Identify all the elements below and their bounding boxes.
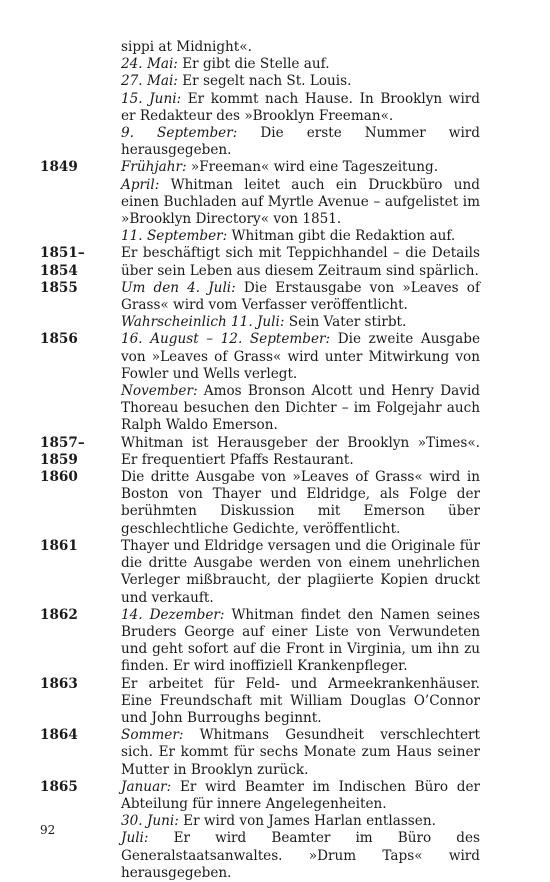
entry-label: 11. September: <box>121 228 228 245</box>
entry-text: Thayer und Eldridge versagen und die Originale für die dritte Ausgabe werden von einem unehrlichen Verleger mißbraucht, der plagiierte Kopien druckt und verkauft. <box>121 537 480 606</box>
entry-label: Juli: <box>121 830 149 847</box>
year-label: 1851–1854 <box>40 245 85 279</box>
year-label: 1849 <box>40 159 78 176</box>
entry-text: Die dritte Ausgabe von »Leaves of Grass« wird in Boston von Thayer und Eldridge, als Folge der berühmten Diskussion mit Emerson über geschlechtliche Gedichte, veröffentlicht. <box>121 469 480 537</box>
entry-text: Er wird Beamter im Indischen Büro der Abteilung für innere Angelegenheiten. <box>121 778 480 812</box>
entry-label: 27. Mai: <box>121 73 178 90</box>
entry-text: Er kommt nach Hause. In Brooklyn wird er Redakteur des »Brooklyn Freeman«. <box>121 90 480 124</box>
entry <box>121 73 480 90</box>
chronology-row <box>40 779 480 882</box>
chronology-row <box>40 280 480 332</box>
row-body <box>121 245 480 279</box>
entry-text: Die zweite Ausgabe von »Leaves of Grass« wird unter Mitwirkung von Fowler und Wells verlegt. <box>121 331 480 382</box>
year-label: 1856 <box>40 331 78 348</box>
entry-text: Sein Vater stirbt. <box>284 314 407 331</box>
entry <box>121 779 480 813</box>
entry <box>121 280 480 314</box>
entry-label: Um den 4. Juli: <box>121 279 236 296</box>
entry <box>121 39 480 56</box>
chronology-row <box>40 607 480 676</box>
chronology-row <box>40 435 480 469</box>
row-body <box>121 159 480 245</box>
entry <box>121 245 480 279</box>
entry <box>121 125 480 159</box>
entry-label: November: <box>121 383 198 400</box>
year-label: 1855 <box>40 279 78 296</box>
entry <box>121 727 480 779</box>
chronology <box>40 39 480 882</box>
year-label: 1857–1859 <box>40 434 85 468</box>
entry-label: 16. August – 12. September: <box>121 331 331 348</box>
entry-text: Die erste Nummer wird herausgegeben. <box>121 125 480 159</box>
entry <box>121 159 480 176</box>
entry-label: 9. September: <box>121 125 238 142</box>
entry-text: Amos Bronson Alcott und Henry David Thoreau besuchen den Dichter – im Folgejahr auch Ralph Waldo Emerson. <box>121 383 480 434</box>
entry-label: Wahrscheinlich 11. Juli: <box>121 314 285 331</box>
year-label: 1864 <box>40 727 78 744</box>
row-body <box>121 727 480 779</box>
entry-text: Whitmans Gesundheit verschlechtert sich. Er kommt für sechs Monate zum Haus seiner Mutter in Brooklyn zurück. <box>121 727 480 778</box>
entry-text: Whitman leitet auch ein Druckbüro und einen Buchladen auf Myrtle Avenue – aufgelistet im »Brooklyn Directory« von 1851. <box>121 176 480 228</box>
entry <box>121 813 480 830</box>
entry <box>121 228 480 245</box>
entry-text: Die Erstausgabe von »Leaves of Grass« wird vom Verfasser veröffentlicht. <box>121 279 480 314</box>
row-body <box>121 607 480 676</box>
entry-label: Sommer: <box>121 727 184 744</box>
entry-label: 14. Dezember: <box>121 606 225 623</box>
entry <box>121 538 480 607</box>
chronology-row <box>40 676 480 728</box>
year-label: 1863 <box>40 675 78 692</box>
entry <box>121 607 480 676</box>
row-body <box>121 779 480 882</box>
year-label <box>40 39 121 159</box>
year-label: 1861 <box>40 537 78 554</box>
entry-label: April: <box>121 176 160 193</box>
entry <box>121 331 480 383</box>
year-label: 1865 <box>40 778 78 795</box>
year-label: 1860 <box>40 469 78 486</box>
chronology-row <box>40 469 480 538</box>
entry-text: sippi at Midnight«. <box>121 39 252 55</box>
entry <box>121 469 480 538</box>
entry <box>121 676 480 728</box>
chronology-row <box>40 245 480 279</box>
entry-text: Er arbeitet für Feld- und Armeekrankenhäuser. Eine Freundschaft mit William Douglas O’Connor und John Burroughs beginnt. <box>121 675 480 726</box>
entry-text: Er segelt nach St. Louis. <box>177 73 352 90</box>
entry-text: Er wird Beamter im Büro des Generalstaatsanwaltes. »Drum Taps« wird herausgegeben. <box>121 830 480 881</box>
chronology-row <box>40 159 480 245</box>
row-body <box>121 538 480 607</box>
row-body <box>121 280 480 332</box>
entry-label: Januar: <box>121 778 172 795</box>
chronology-row <box>40 538 480 607</box>
entry <box>121 314 480 331</box>
entry-text: »Freeman« wird eine Tageszeitung. <box>186 159 439 176</box>
row-body <box>121 331 480 434</box>
entry <box>121 383 480 435</box>
chronology-row <box>40 727 480 779</box>
entry <box>121 435 480 469</box>
entry-text: Er wird von James Harlan entlassen. <box>178 813 436 830</box>
entry-label: 30. Juni: <box>121 813 179 830</box>
entry-label: 24. Mai: <box>121 56 178 73</box>
entry-text: Whitman findet den Namen seines Bruders George auf einer Liste von Verwundeten und geht sofort auf die Front in Virginia, um ihn zu finden. Er wird inoffiziell Krankenpfleger. <box>121 606 480 675</box>
row-body <box>121 469 480 538</box>
entry <box>121 830 480 882</box>
entry <box>121 177 480 229</box>
entry-label: Frühjahr: <box>121 159 187 176</box>
entry-text: Whitman ist Herausgeber der Brooklyn »Times«. Er frequentiert Pfaffs Restaurant. <box>121 434 480 468</box>
row-body <box>121 39 480 159</box>
entry-label: 15. Juni: <box>121 90 182 107</box>
year-label: 1862 <box>40 606 78 623</box>
chronology-row <box>40 331 480 434</box>
row-body <box>121 676 480 728</box>
entry-text: Er beschäftigt sich mit Teppichhandel – die Details über sein Leben aus diesem Zeitraum sind spärlich. <box>121 245 480 279</box>
entry-text: Whitman gibt die Redaktion auf. <box>227 228 456 245</box>
entry <box>121 56 480 73</box>
chronology-row <box>40 39 480 159</box>
page-number: 92 <box>40 823 56 837</box>
entry-text: Er gibt die Stelle auf. <box>177 56 330 73</box>
row-body <box>121 435 480 469</box>
entry <box>121 91 480 125</box>
